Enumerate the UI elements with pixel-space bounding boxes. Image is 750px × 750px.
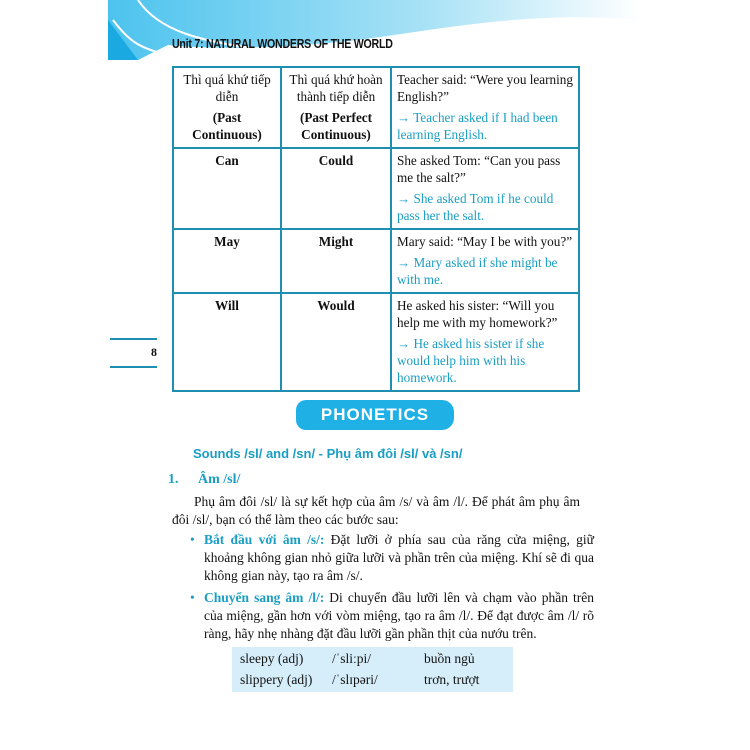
modal-present: May: [173, 229, 281, 293]
bullet-text: Di chuyển đầu lưỡi lên và chạm vào phần trên của miệng, gần hơn với vòm miệng, tạo ra âm /l/. Để đạt được âm /l/ rõ ràng, hãy nhẹ nhàng đặt đầu lưỡi gần phần thịt của nướu trên.: [204, 590, 594, 641]
direct-speech: Teacher said: “Were you learning English?”: [397, 72, 573, 104]
table-row: [173, 67, 579, 148]
modal-past: Would: [281, 293, 391, 391]
word-ipa: /ˈslɪpəri/: [332, 672, 378, 687]
reported-speech-table: [172, 66, 580, 392]
word-meaning: trơn, trượt: [424, 672, 480, 687]
modal-present: Can: [173, 148, 281, 229]
direct-speech: Mary said: “May I be with you?”: [397, 234, 573, 249]
section-number: 1.: [168, 472, 179, 487]
intro-paragraph: [172, 493, 580, 529]
bullet-item: [190, 589, 594, 643]
word: slippery (adj): [240, 672, 313, 687]
table-row: [173, 148, 579, 229]
section-heading: [168, 472, 240, 488]
bullet-icon: •: [190, 532, 195, 547]
bullet-item: [190, 531, 594, 585]
direct-speech: He asked his sister: “Will you help me with my homework?”: [397, 298, 558, 330]
tense-label: Thì quá khứ tiếp diễn: [183, 72, 271, 104]
word: sleepy (adj): [240, 651, 304, 666]
unit-title: Unit 7: NATURAL WONDERS OF THE WORLD: [172, 37, 393, 51]
table-row: [173, 293, 579, 391]
modal-present: Will: [173, 293, 281, 391]
tense-english: (Past Perfect Continuous): [299, 110, 373, 142]
phonetics-badge: PHONETICS: [296, 400, 454, 430]
modal-past: Might: [281, 229, 391, 293]
reported-speech: → She asked Tom if he could pass her the salt.: [397, 191, 554, 223]
word-ipa: /ˈsliːpi/: [332, 651, 372, 666]
header-wave-banner: [108, 0, 642, 60]
intro-text: Phụ âm đôi /sl/ là sự kết hợp của âm /s/ và âm /l/. Để phát âm phụ âm đôi /sl/, bạn có thể làm theo các bước sau:: [172, 494, 580, 527]
bullet-icon: •: [190, 590, 195, 605]
word-meaning: buồn ngủ: [424, 651, 475, 666]
page-number: 8: [110, 338, 157, 368]
bullet-text: Đặt lưỡi ở phía sau của răng cửa miệng, giữ khoảng không gian nhỏ giữa lưỡi và phần trên của miệng. Khí sẽ đi qua không gian này, tạo ra âm /s/.: [204, 532, 594, 583]
section-title: Âm /sl/: [198, 472, 241, 487]
table-row: [173, 229, 579, 293]
reported-speech: → Mary asked if she might be with me.: [397, 255, 558, 287]
sounds-heading: Sounds /sl/ and /sn/ - Phụ âm đôi /sl/ và /sn/: [193, 446, 463, 461]
tense-label: Thì quá khứ hoàn thành tiếp diễn: [289, 72, 383, 104]
reported-speech: → Teacher asked if I had been learning English.: [397, 110, 558, 142]
modal-past: Could: [281, 148, 391, 229]
tense-english: (Past Continuous): [192, 110, 262, 142]
direct-speech: She asked Tom: “Can you pass me the salt?”: [397, 153, 561, 185]
bullet-label: Chuyển sang âm /l/:: [204, 590, 325, 605]
word-list: [232, 647, 513, 692]
reported-speech: → He asked his sister if she would help him with his homework.: [397, 336, 545, 385]
wave-decoration: [108, 0, 642, 60]
bullet-label: Bắt đầu với âm /s/:: [204, 532, 325, 547]
